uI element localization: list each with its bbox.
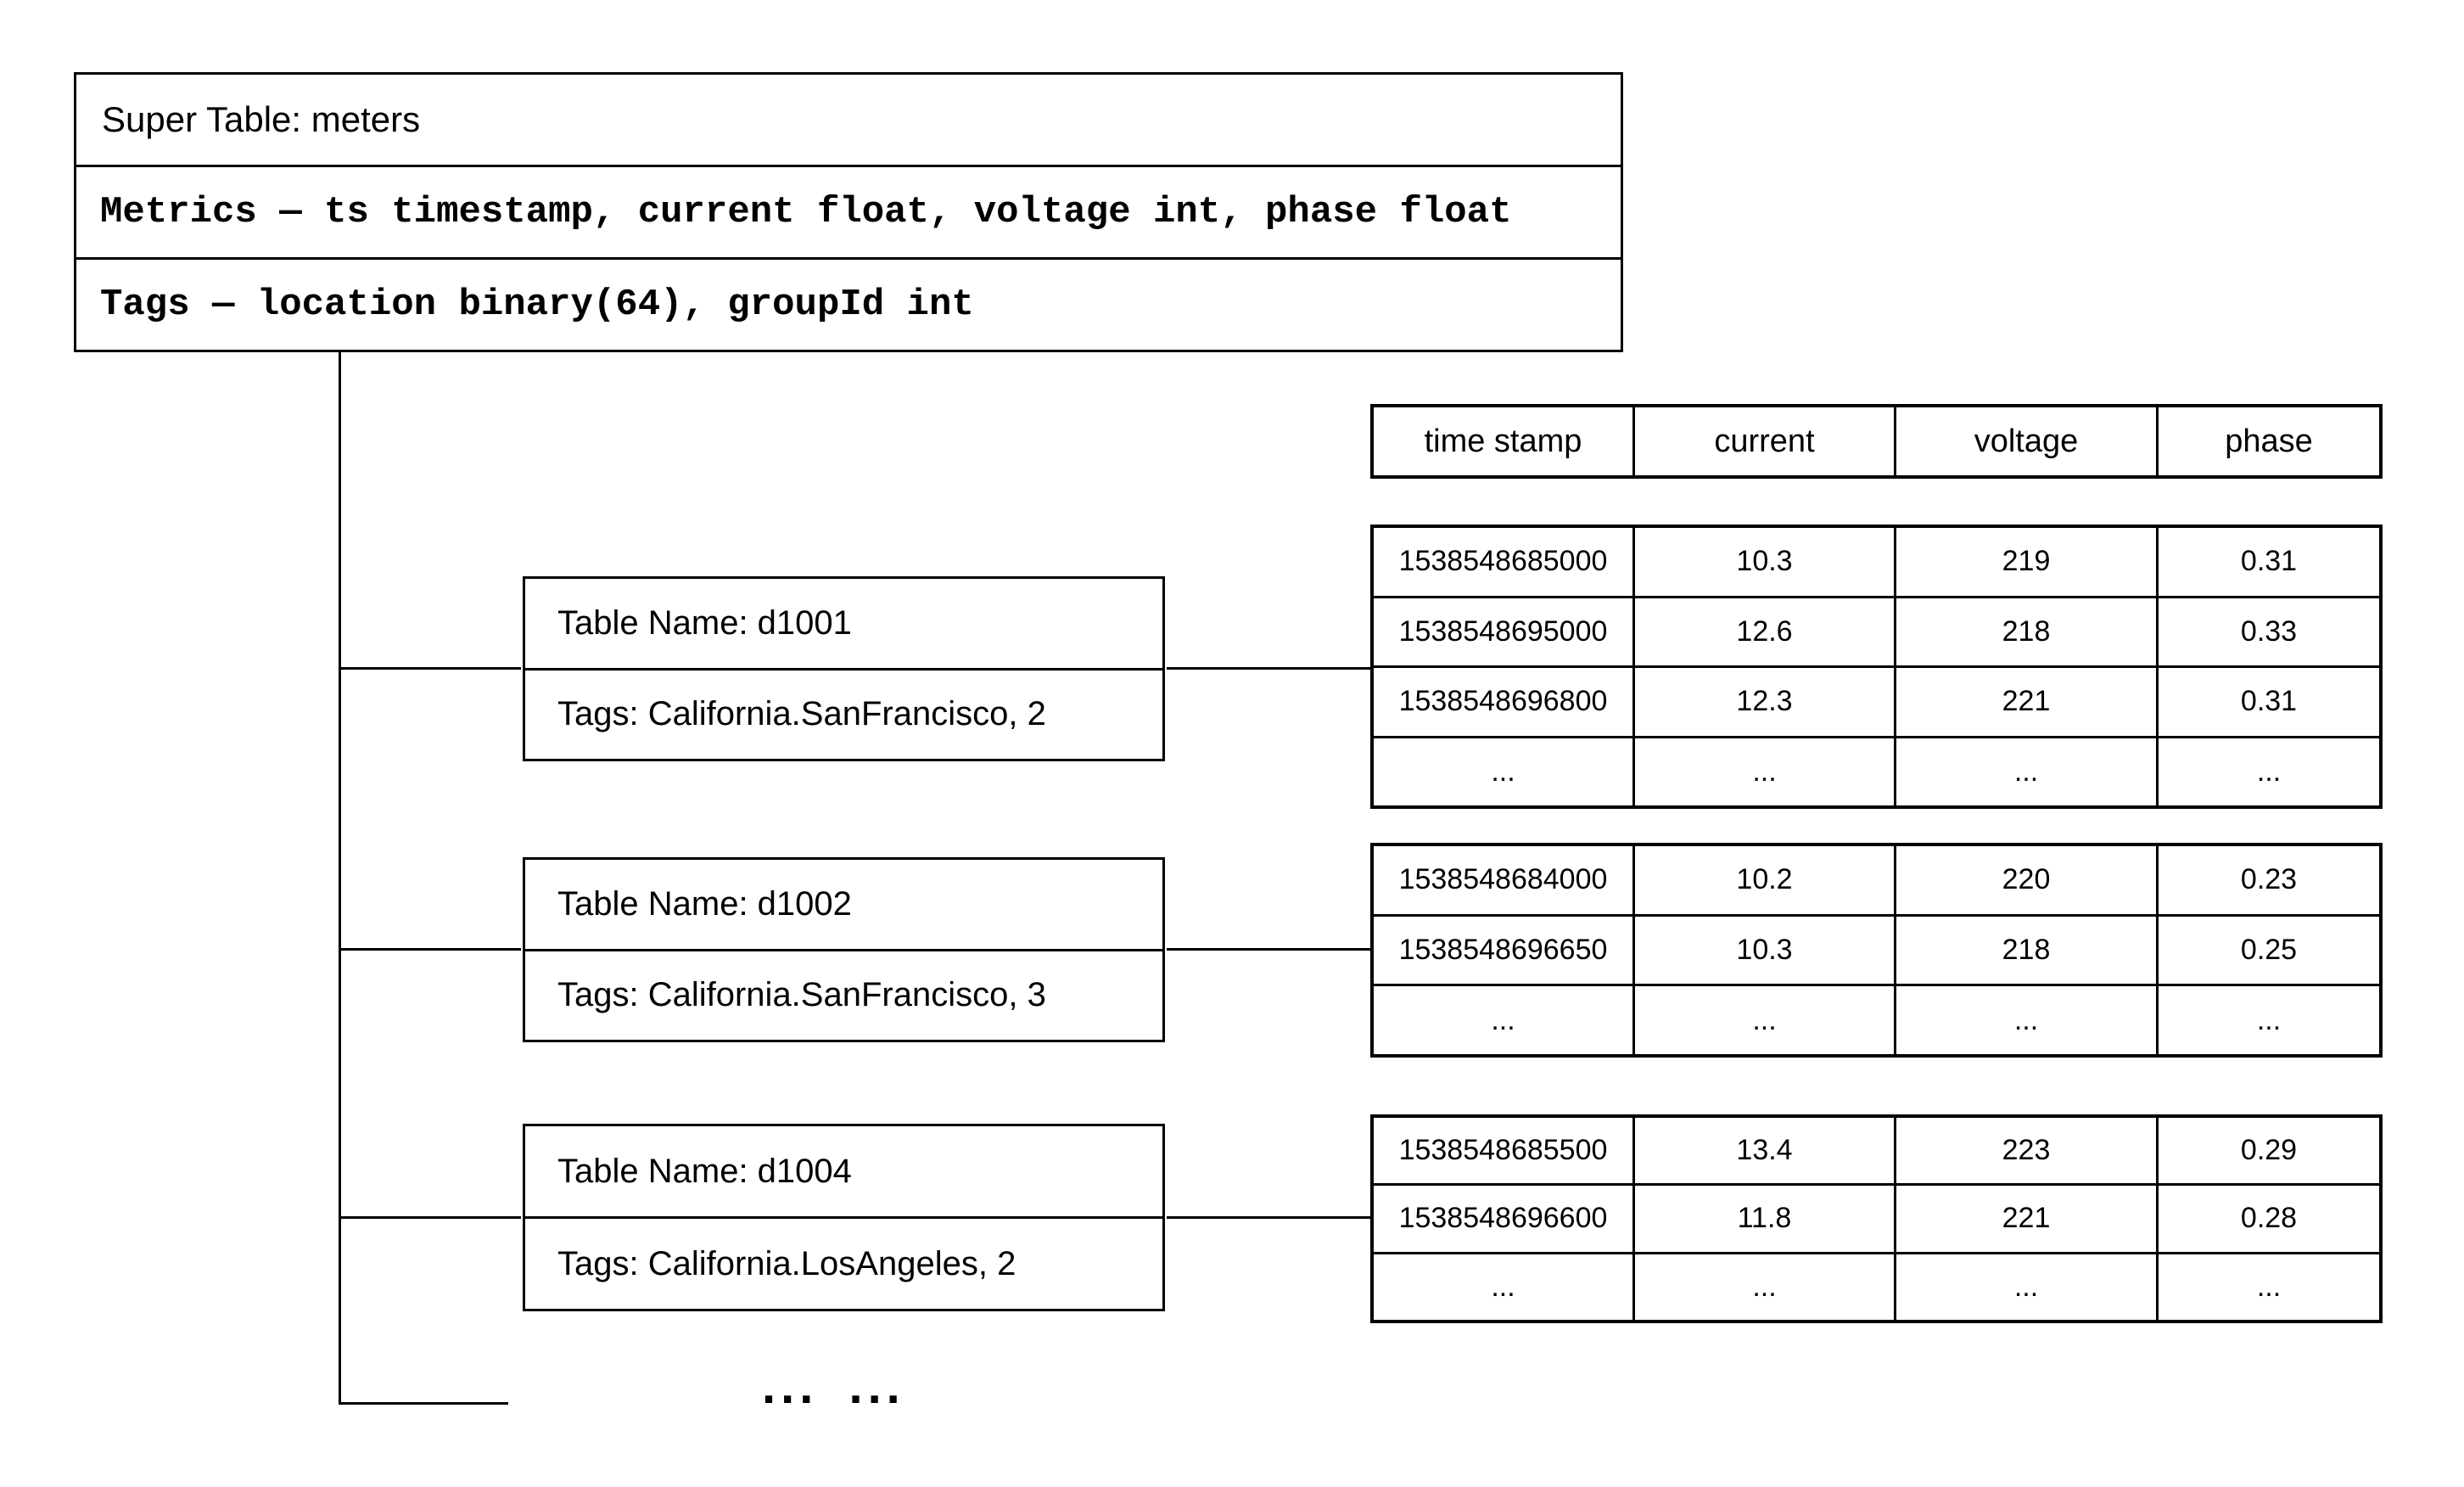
device-box-d1004 — [523, 1124, 1165, 1311]
table-cell-ellipsis: ... — [1374, 986, 1632, 1054]
table-cell: 1538548696800 — [1374, 668, 1632, 736]
table-cell: 1538548685500 — [1374, 1118, 1632, 1183]
super-table-tags-row: Tags — location binary(64), groupId int — [76, 260, 1621, 350]
table-cell-ellipsis: ... — [1635, 986, 1894, 1054]
connector-line-d1002-table — [1167, 948, 1370, 951]
branch-line-d1001 — [339, 667, 521, 670]
device-tags-label: Tags: California.SanFrancisco, 2 — [525, 671, 1162, 760]
column-header-time-stamp: time stamp — [1374, 407, 1632, 475]
device-box-d1002 — [523, 857, 1165, 1042]
super-table-metrics-row: Metrics — ts timestamp, current float, voltage int, phase float — [76, 167, 1621, 257]
column-header-phase: phase — [2159, 407, 2379, 475]
connector-line-d1004-table — [1167, 1216, 1370, 1219]
table-cell-ellipsis: ... — [1635, 738, 1894, 806]
table-cell-ellipsis: ... — [2159, 986, 2379, 1054]
table-cell-ellipsis: ... — [1896, 738, 2156, 806]
table-cell: 1538548695000 — [1374, 598, 1632, 666]
table-cell: 1538548696600 — [1374, 1186, 1632, 1251]
branch-line-d1004 — [339, 1216, 521, 1219]
table-cell: 218 — [1896, 917, 2156, 985]
table-cell: 219 — [1896, 528, 2156, 596]
column-header-voltage: voltage — [1896, 407, 2156, 475]
table-cell-ellipsis: ... — [2159, 1254, 2379, 1320]
table-cell: 1538548696650 — [1374, 917, 1632, 985]
column-header-row — [1370, 404, 2383, 479]
table-cell: 0.29 — [2159, 1118, 2379, 1183]
tree-bottom-elbow-line — [339, 1402, 508, 1405]
table-cell: 13.4 — [1635, 1118, 1894, 1183]
device-tags-label: Tags: California.LosAngeles, 2 — [525, 1219, 1162, 1309]
table-cell: 0.23 — [2159, 846, 2379, 914]
device-tags-label: Tags: California.SanFrancisco, 3 — [525, 951, 1162, 1041]
device-name-label: Table Name: d1002 — [525, 860, 1162, 949]
connector-line-d1001-table — [1167, 667, 1370, 670]
table-cell: 221 — [1896, 668, 2156, 736]
column-header-current: current — [1635, 407, 1894, 475]
table-cell: 223 — [1896, 1118, 2156, 1183]
data-table-d1001 — [1370, 525, 2383, 809]
table-cell-ellipsis: ... — [1896, 1254, 2156, 1320]
branch-line-d1002 — [339, 948, 521, 951]
table-cell-ellipsis: ... — [1635, 1254, 1894, 1320]
table-cell: 12.3 — [1635, 668, 1894, 736]
table-cell: 10.2 — [1635, 846, 1894, 914]
table-cell-ellipsis: ... — [1374, 1254, 1632, 1320]
table-cell: 1538548684000 — [1374, 846, 1632, 914]
table-cell: 1538548685000 — [1374, 528, 1632, 596]
tree-trunk-line — [339, 351, 341, 1405]
data-table-d1002 — [1370, 843, 2383, 1058]
super-table-box — [74, 72, 1623, 352]
device-name-label: Table Name: d1004 — [525, 1126, 1162, 1216]
table-cell: 220 — [1896, 846, 2156, 914]
table-cell: 0.31 — [2159, 668, 2379, 736]
table-cell-ellipsis: ... — [1374, 738, 1632, 806]
table-cell: 0.28 — [2159, 1186, 2379, 1251]
table-cell-ellipsis: ... — [1896, 986, 2156, 1054]
super-table-title: Super Table: meters — [76, 75, 1621, 165]
table-cell: 11.8 — [1635, 1186, 1894, 1251]
device-name-label: Table Name: d1001 — [525, 579, 1162, 668]
table-cell: 218 — [1896, 598, 2156, 666]
table-cell: 10.3 — [1635, 528, 1894, 596]
data-table-d1004 — [1370, 1114, 2383, 1323]
table-cell: 10.3 — [1635, 917, 1894, 985]
table-cell: 221 — [1896, 1186, 2156, 1251]
table-cell: 0.25 — [2159, 917, 2379, 985]
table-cell: 0.31 — [2159, 528, 2379, 596]
more-tables-ellipsis: ... ... — [762, 1359, 905, 1414]
table-cell: 0.33 — [2159, 598, 2379, 666]
table-cell: 12.6 — [1635, 598, 1894, 666]
table-cell-ellipsis: ... — [2159, 738, 2379, 806]
device-box-d1001 — [523, 576, 1165, 761]
